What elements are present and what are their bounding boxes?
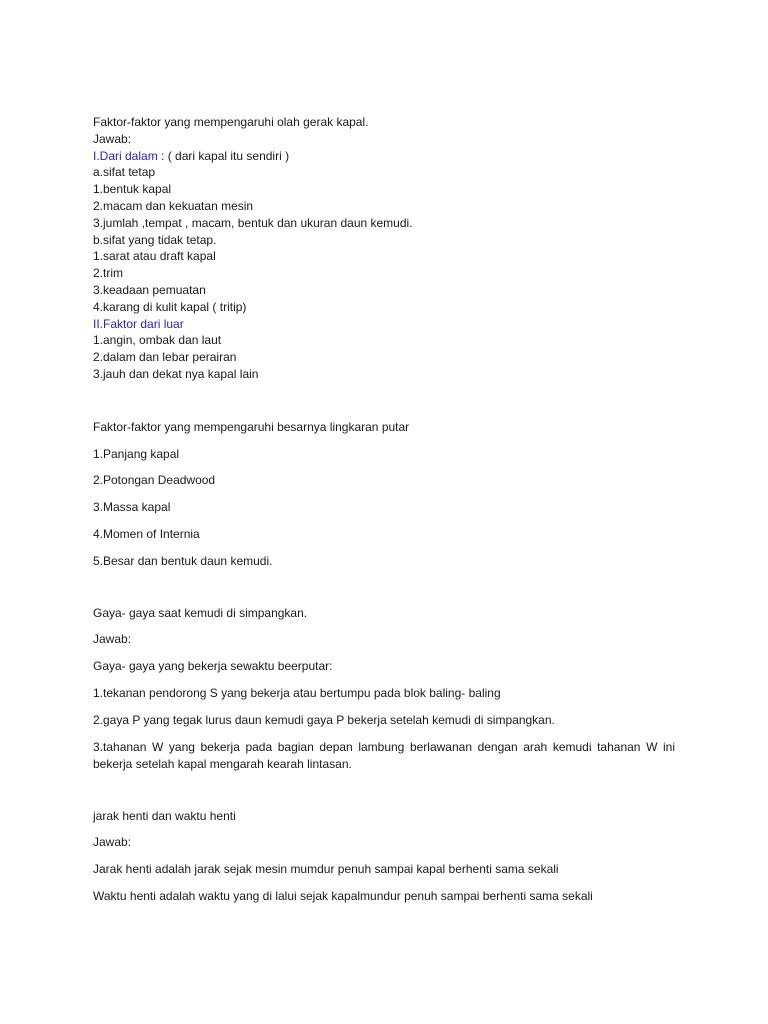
list-item: 5.Besar dan bentuk daun kemudi.	[93, 553, 273, 568]
list-item: 3.Massa kapal	[93, 500, 171, 515]
section-spacer	[93, 383, 675, 419]
section-title: Faktor-faktor yang mempengaruhi besarnya lingkaran putar	[93, 419, 410, 434]
list-item: 4.karang di kulit kapal ( tritip)	[93, 299, 247, 314]
list-item: 2.Potongan Deadwood	[93, 473, 216, 488]
list-item: 1.Panjang kapal	[93, 446, 180, 461]
list-item: 2.macam dan kekuatan mesin	[93, 198, 254, 213]
subheading-rest: : ( dari kapal itu sendiri )	[157, 148, 290, 163]
section-jarak-henti	[93, 808, 675, 905]
answer-label: Jawab:	[93, 835, 132, 850]
subheading-blue-text: I.Dari dalam	[93, 148, 158, 163]
list-item: 1.tekanan pendorong S yang bekerja atau bertumpu pada blok baling- baling	[93, 685, 501, 700]
section-olah-gerak	[93, 114, 675, 383]
section-title: Gaya- gaya saat kemudi di simpangkan.	[93, 605, 308, 620]
list-item: 2.gaya P yang tegak lurus daun kemudi gaya P bekerja setelah kemudi di simpangkan.	[93, 712, 555, 727]
list-item: 3.jumlah ,tempat , macam, bentuk dan ukuran daun kemudi.	[93, 215, 413, 230]
intro-text: Gaya- gaya yang bekerja sewaktu beerputar:	[93, 659, 333, 674]
document-page	[93, 114, 675, 915]
definition-text: Jarak henti adalah jarak sejak mesin mumdur penuh sampai kapal berhenti sama sekali	[93, 862, 559, 877]
subheading-dari-dalam	[93, 148, 675, 165]
section-title: Faktor-faktor yang mempengaruhi olah gerak kapal.	[93, 115, 369, 129]
list-item: 3.jauh dan dekat nya kapal lain	[93, 366, 259, 381]
list-item: 3.tahanan W yang bekerja pada bagian depan lambung berlawanan dengan arah kemudi tahanan W ini bekerja setelah kapal mengarah kearah lintasan.	[93, 739, 675, 771]
section-gaya-kemudi	[93, 605, 675, 773]
list-item: 3.keadaan pemuatan	[93, 282, 206, 297]
list-item: 1.sarat atau draft kapal	[93, 249, 216, 264]
list-item: 2.dalam dan lebar perairan	[93, 350, 237, 365]
list-heading-b: b.sifat yang tidak tetap.	[93, 232, 217, 247]
list-item: 1.bentuk kapal	[93, 182, 172, 197]
answer-label: Jawab:	[93, 632, 132, 647]
definition-text: Waktu henti adalah waktu yang di lalui sejak kapalmundur penuh sampai berhenti sama sekali	[93, 888, 593, 903]
section-spacer	[93, 580, 675, 605]
list-heading-a: a.sifat tetap	[93, 165, 156, 180]
section-lingkaran-putar	[93, 419, 675, 570]
list-item: 2.trim	[93, 266, 123, 281]
list-item: 4.Momen of Internia	[93, 526, 200, 541]
subheading-faktor-dari-luar: II.Faktor dari luar	[93, 316, 184, 331]
list-item: 1.angin, ombak dan laut	[93, 333, 222, 348]
answer-label: Jawab:	[93, 131, 132, 146]
section-spacer	[93, 783, 675, 808]
section-title: jarak henti dan waktu henti	[93, 808, 236, 823]
